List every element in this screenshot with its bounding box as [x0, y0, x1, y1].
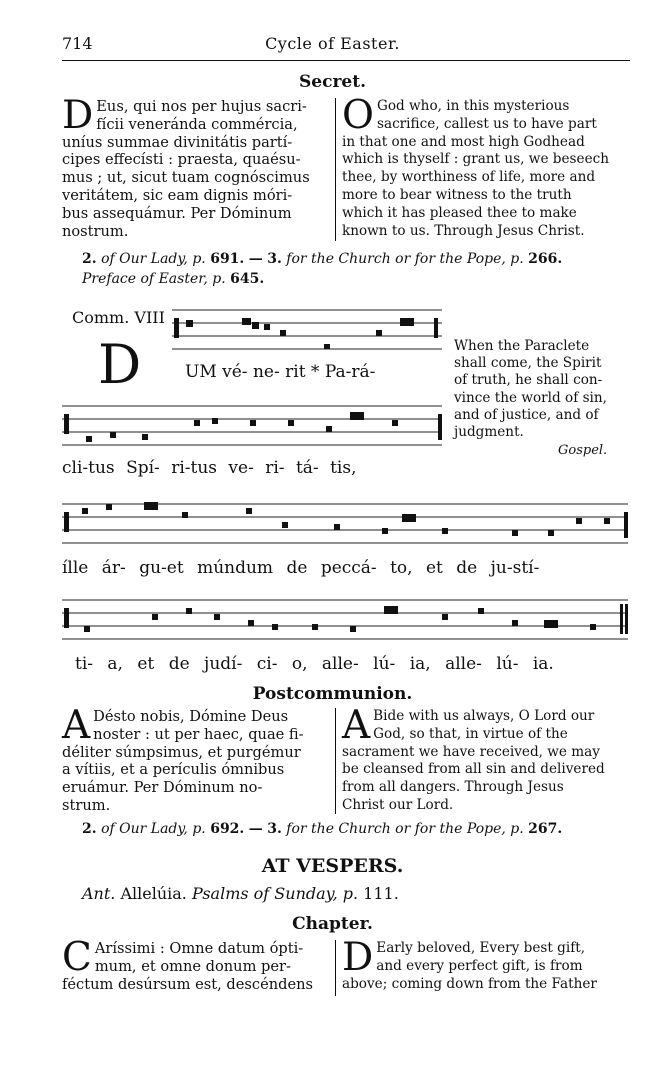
lyric-syllable: rit * Pa-rá-	[285, 362, 376, 382]
ant-label: Ant.	[82, 884, 116, 903]
text-line: déliter súmpsimus, et purgémur	[62, 743, 301, 761]
lyric-syllable: de	[456, 558, 478, 578]
text-line: Christ our Lord.	[342, 796, 454, 813]
text-line: thee, by worthiness of life, more and	[342, 169, 596, 186]
text-line: known to us. Through Jesus Christ.	[342, 222, 585, 239]
lyric-syllable: a,	[107, 654, 123, 674]
text-line: which is thyself : grant us, we beseech	[342, 151, 609, 168]
text-line: sacrament we have received, we may	[342, 743, 600, 760]
chant-staff-3	[62, 498, 632, 550]
running-title: Cycle of Easter.	[265, 34, 400, 53]
text-line: God who, in this mysterious	[376, 98, 570, 114]
drop-initial: D	[62, 93, 94, 138]
text-line: and every perfect gift, is from	[376, 957, 583, 974]
column-divider	[335, 708, 336, 814]
text-line: Eus, qui nos per hujus sacri-	[96, 98, 307, 115]
communion-label: Comm. VIII	[72, 308, 165, 327]
lyric-syllable: de	[168, 654, 190, 674]
lyric-syllable: tis,	[330, 458, 357, 478]
ref-text: of Our Lady, p.	[101, 251, 206, 267]
lyric-syllable: ri-tus	[171, 458, 217, 478]
text-line: noster : ut per haec, quae fi-	[93, 725, 304, 743]
text-line: fícii veneránda commércia,	[96, 115, 298, 133]
reference-line	[82, 820, 562, 839]
lyric-syllable: ju-stí-	[490, 558, 540, 578]
text-line: Aríssimi : Omne datum ópti-	[94, 940, 304, 957]
lyric-syllable: ri-	[265, 458, 285, 478]
lyric-syllable: ne-	[252, 362, 280, 382]
text-line: Bide with us always, O Lord our	[373, 708, 595, 724]
ref-page: 691.	[210, 251, 245, 267]
drop-initial: A	[342, 703, 371, 748]
drop-initial: D	[342, 935, 374, 980]
lyric-syllable: ve-	[228, 458, 254, 478]
text-line: mus ; ut, sicut tuam cognóscimus	[62, 169, 310, 187]
ant-text: Allelúia.	[120, 884, 187, 903]
drop-initial: A	[62, 703, 91, 748]
text-line: strum.	[62, 796, 111, 814]
lyric-syllable: lú-	[496, 654, 519, 674]
postcommunion-latin	[62, 703, 330, 815]
lyric-syllable: et	[425, 558, 443, 578]
chapter-latin	[62, 935, 330, 993]
lyric-syllable: de	[286, 558, 308, 578]
chant-staff-4	[62, 594, 632, 646]
psalms-ref: Psalms of Sunday, p.	[191, 884, 359, 903]
lyric-syllable: alle-	[321, 654, 359, 674]
text-line: nostrum.	[62, 222, 129, 240]
chapter-heading: Chapter.	[292, 914, 373, 934]
text-line: be cleansed from all sin and delivered	[342, 761, 605, 778]
lyric-line	[62, 558, 539, 578]
text-line: a vítiis, et a perículis ómnibus	[62, 761, 285, 779]
chant-initial: D	[98, 333, 142, 396]
header-rule	[62, 60, 630, 61]
reference-line	[82, 250, 562, 269]
chant-staff-2	[62, 402, 446, 450]
text-line: mum, et omne donum per-	[94, 957, 291, 975]
lyric-syllable: cli-tus	[62, 458, 115, 478]
ref-page: 692.	[210, 821, 245, 837]
text-line: from all dangers. Through Jesus	[342, 779, 564, 796]
reference-line	[82, 270, 264, 289]
text-line: of truth, he shall con-	[454, 372, 603, 389]
communion-english	[454, 338, 630, 441]
lyric-syllable: ár-	[101, 558, 126, 578]
ref-text: of Our Lady, p.	[101, 821, 206, 837]
lyric-syllable: et	[137, 654, 155, 674]
lyric-syllable: múndum	[197, 558, 274, 578]
lyric-syllable: judí-	[204, 654, 243, 674]
ref-page: 267.	[528, 821, 563, 837]
ref-text: for the Church or for the Pope, p.	[286, 251, 524, 267]
ref-dash: —	[248, 251, 263, 267]
text-line: féctum desúrsum est, descéndens	[62, 975, 313, 993]
lyric-syllable: ílle	[62, 558, 89, 578]
lyric-line	[75, 654, 554, 674]
column-divider	[335, 940, 336, 996]
lyric-syllable: ia,	[409, 654, 431, 674]
ref-number: 2.	[82, 251, 97, 267]
chapter-english	[342, 935, 630, 993]
text-line: Early beloved, Every best gift,	[376, 940, 586, 956]
antiphon-line	[82, 884, 399, 903]
drop-initial: C	[62, 935, 92, 980]
ref-number: 3.	[267, 251, 282, 267]
postcommunion-heading: Postcommunion.	[252, 684, 413, 704]
lyric-syllable: to,	[390, 558, 413, 578]
text-line: judgment.	[454, 424, 524, 441]
ref-text: Preface of Easter, p.	[82, 271, 226, 287]
ref-text: for the Church or for the Pope, p.	[286, 821, 524, 837]
text-line: and of justice, and of	[454, 406, 599, 423]
lyric-syllable: gu-et	[139, 558, 184, 578]
psalms-page: 111.	[363, 884, 399, 903]
text-line: cipes effecísti : praesta, quaésu-	[62, 151, 301, 169]
lyric-syllable: lú-	[373, 654, 396, 674]
text-line: above; coming down from the Father	[342, 975, 597, 992]
vespers-heading: AT VESPERS.	[261, 855, 404, 877]
lyric-line	[185, 362, 375, 382]
chant-staff-1	[172, 306, 444, 354]
ref-page: 266.	[528, 251, 563, 267]
lyric-syllable: alle-	[445, 654, 482, 674]
lyric-syllable: ci-	[256, 654, 278, 674]
text-line: God, so that, in virtue of the	[373, 725, 568, 742]
lyric-syllable: ia.	[532, 654, 554, 674]
text-line: which it has pleased thee to make	[342, 204, 577, 221]
ref-number: 2.	[82, 821, 97, 837]
secret-english	[342, 93, 630, 240]
communion-source: Gospel.	[558, 443, 608, 458]
column-divider	[335, 98, 336, 241]
lyric-syllable: UM vé-	[185, 362, 248, 382]
text-line: shall come, the Spirit	[454, 355, 602, 372]
text-line: When the Paraclete	[454, 338, 590, 354]
lyric-syllable: o,	[291, 654, 308, 674]
text-line: vince the world of sin,	[454, 389, 607, 406]
lyric-syllable: tá-	[295, 458, 319, 478]
lyric-syllable: Spí-	[126, 458, 160, 478]
postcommunion-english	[342, 703, 630, 815]
text-line: more to bear witness to the truth	[342, 186, 572, 203]
text-line: eruámur. Per Dóminum no-	[62, 779, 263, 797]
secret-heading: Secret.	[299, 72, 366, 92]
text-line: in that one and most high Godhead	[342, 133, 585, 150]
lyric-syllable: ti-	[75, 654, 94, 674]
text-line: bus assequámur. Per Dóminum	[62, 204, 292, 222]
ref-page: 645.	[230, 271, 265, 287]
text-line: veritátem, sic eam dignis móri-	[62, 186, 293, 204]
drop-initial: O	[342, 93, 374, 138]
page-number: 714	[62, 34, 93, 53]
secret-latin	[62, 93, 330, 240]
lyric-syllable: peccá-	[320, 558, 377, 578]
lyric-line	[62, 458, 356, 478]
text-line: Désto nobis, Dómine Deus	[93, 708, 289, 725]
ref-number: 3.	[267, 821, 282, 837]
text-line: sacrifice, callest us to have part	[376, 115, 597, 132]
ref-dash: —	[248, 821, 263, 837]
text-line: uníus summae divinitátis partí-	[62, 133, 293, 151]
